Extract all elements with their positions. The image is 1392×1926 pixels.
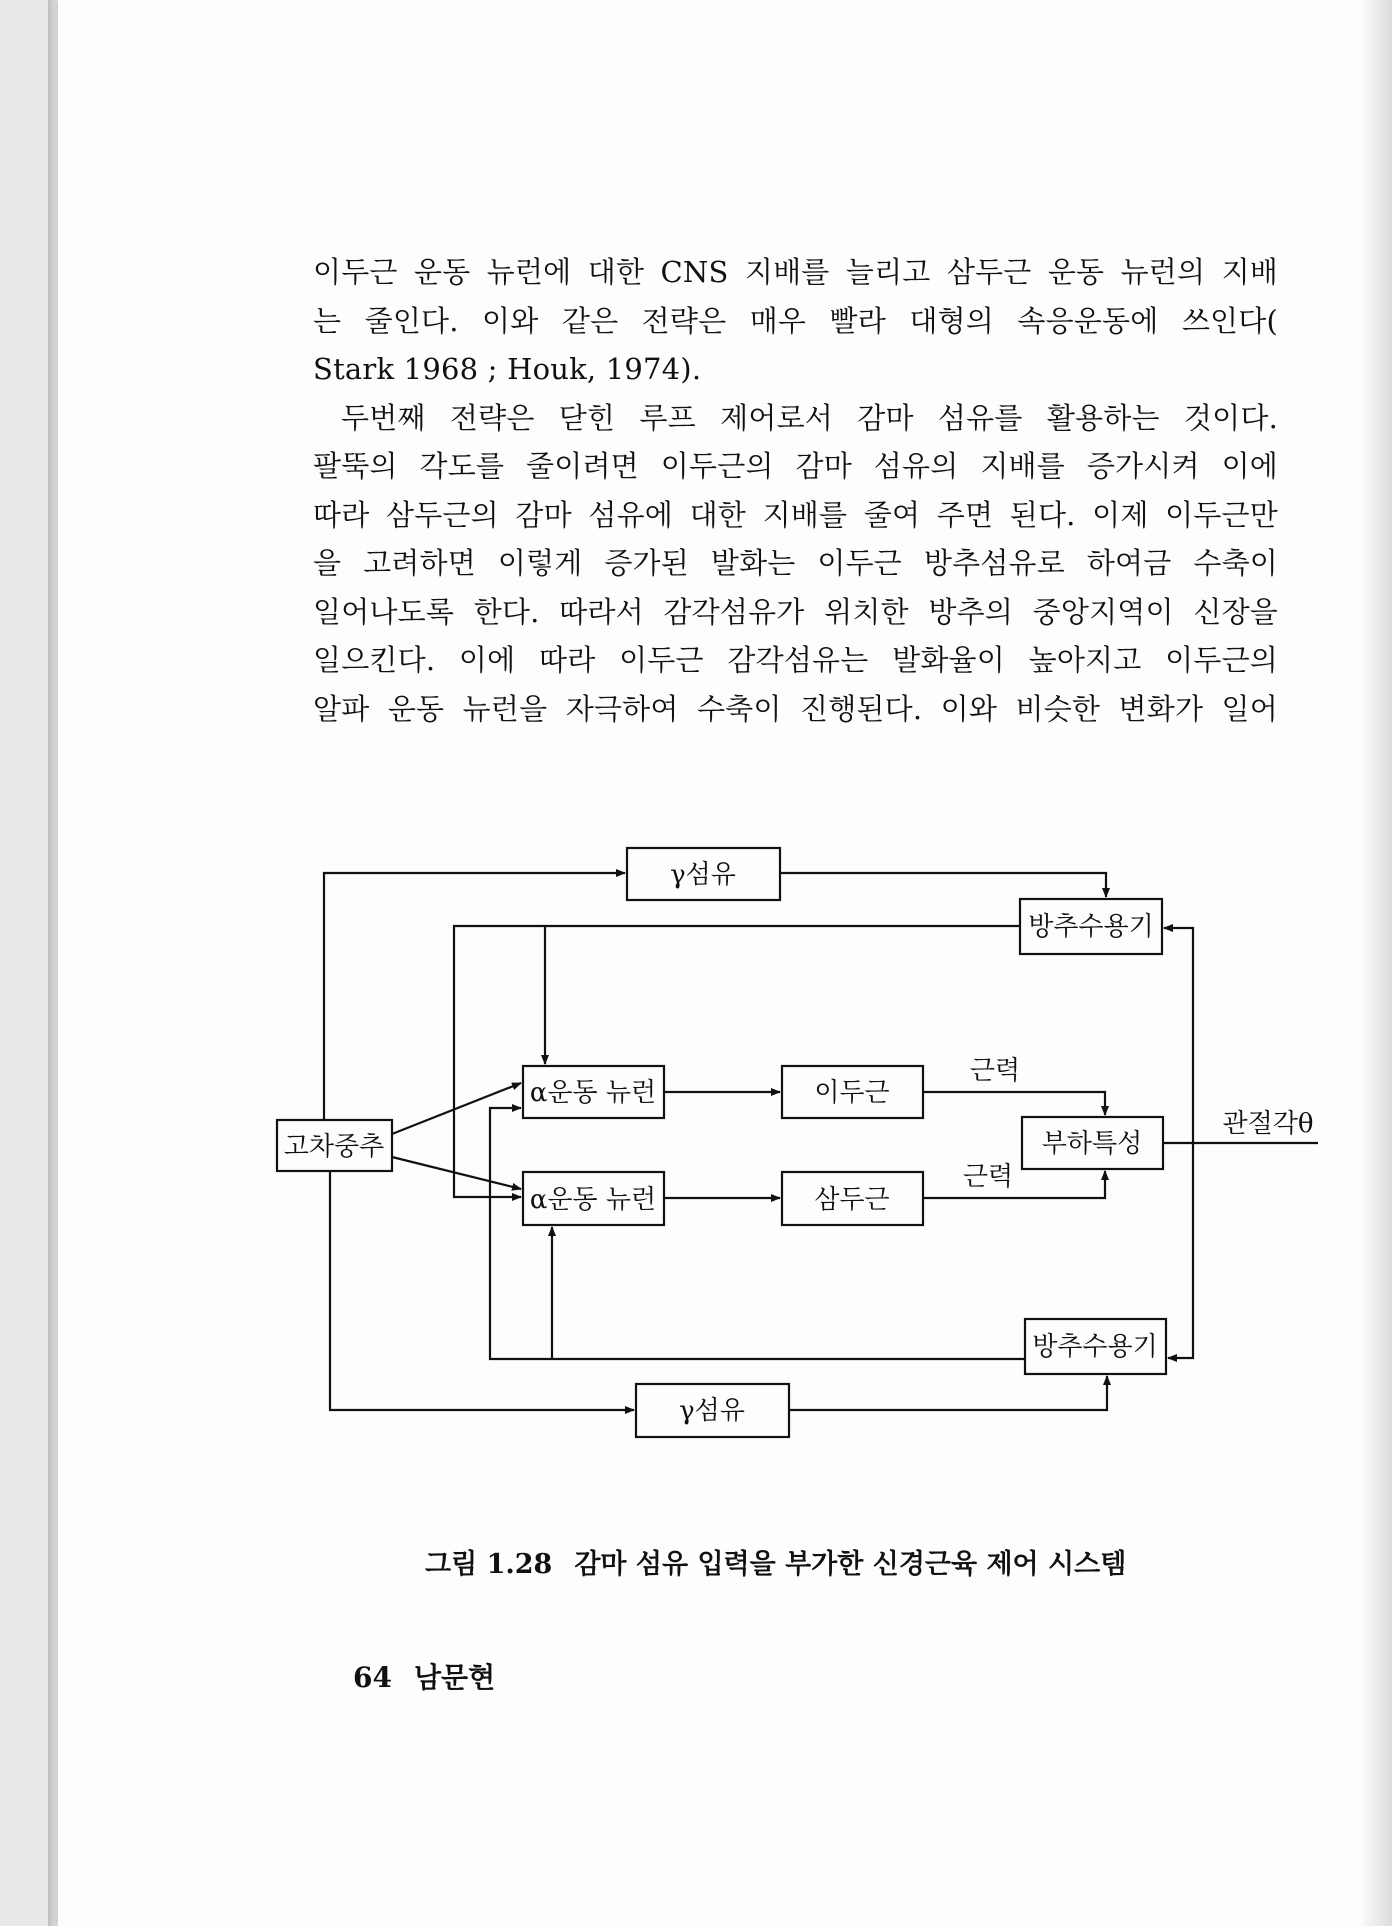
muscle-force-top-label: 근력 bbox=[969, 1056, 1021, 1086]
connector bbox=[1168, 1143, 1193, 1358]
connector bbox=[392, 1157, 521, 1189]
text-line: 따라 삼두근의 감마 섬유에 대한 지배를 줄여 주면 된다. 이제 이두근만 bbox=[313, 497, 1278, 532]
alpha-neuron-bottom-label: α운동 뉴런 bbox=[529, 1185, 657, 1215]
text-line: 알파 운동 뉴런을 자극하여 수축이 진행된다. 이와 비슷한 변화가 일어 bbox=[313, 691, 1278, 726]
text-line: 는 줄인다. 이와 같은 전략은 매우 빨라 대형의 속응운동에 쓰인다( bbox=[313, 303, 1278, 338]
load-characteristics-label: 부하특성 bbox=[1041, 1129, 1143, 1159]
connector bbox=[923, 1171, 1105, 1198]
alpha-neuron-top-label: α운동 뉴런 bbox=[529, 1078, 657, 1108]
text-line: 을 고려하면 이렇게 증가된 발화는 이두근 방추섬유로 하여금 수축이 bbox=[313, 546, 1278, 580]
figure-caption-text: 감마 섬유 입력을 부가한 신경근육 제어 시스템 bbox=[574, 1549, 1127, 1580]
page-footer bbox=[353, 1656, 495, 1696]
author-name: 남문현 bbox=[413, 1661, 496, 1694]
higher-center-label: 고차중추 bbox=[283, 1132, 385, 1162]
text-line: Stark 1968 ; Houk, 1974). bbox=[313, 352, 702, 386]
text-line: 일어나도록 한다. 따라서 감각섬유가 위치한 방추의 중앙지역이 신장을 bbox=[313, 594, 1278, 629]
text-line: 팔뚝의 각도를 줄이려면 이두근의 감마 섬유의 지배를 증가시켜 이에 bbox=[313, 449, 1278, 483]
biceps-label: 이두근 bbox=[814, 1078, 890, 1108]
gamma-fiber-bottom-label: γ섬유 bbox=[679, 1396, 745, 1426]
connector bbox=[454, 926, 1020, 1197]
figure-number: 그림 1.28 bbox=[425, 1549, 553, 1580]
connector bbox=[923, 1092, 1105, 1115]
figure-caption bbox=[425, 1542, 1185, 1581]
connector bbox=[789, 1376, 1107, 1410]
text-line: 두번째 전략은 닫힌 루프 제어로서 감마 섬유를 활용하는 것이다. bbox=[341, 400, 1278, 435]
connector bbox=[1164, 928, 1193, 1143]
text-line: 일으킨다. 이에 따라 이두근 감각섬유는 발화율이 높아지고 이두근의 bbox=[313, 643, 1278, 677]
gamma-fiber-top-label: γ섬유 bbox=[670, 860, 736, 890]
connector bbox=[490, 1108, 1025, 1359]
triceps-label: 삼두근 bbox=[814, 1185, 890, 1215]
spindle-receptor-bottom-label: 방추수용기 bbox=[1032, 1332, 1158, 1362]
page-number: 64 bbox=[353, 1661, 392, 1694]
connector bbox=[780, 873, 1106, 897]
spindle-receptor-top-label: 방추수용기 bbox=[1028, 912, 1154, 942]
muscle-force-bottom-label: 근력 bbox=[962, 1162, 1014, 1192]
joint-angle-label: 관절각θ bbox=[1222, 1109, 1314, 1139]
text-line: 이두근 운동 뉴런에 대한 CNS 지배를 늘리고 삼두근 운동 뉴런의 지배 bbox=[313, 255, 1278, 289]
